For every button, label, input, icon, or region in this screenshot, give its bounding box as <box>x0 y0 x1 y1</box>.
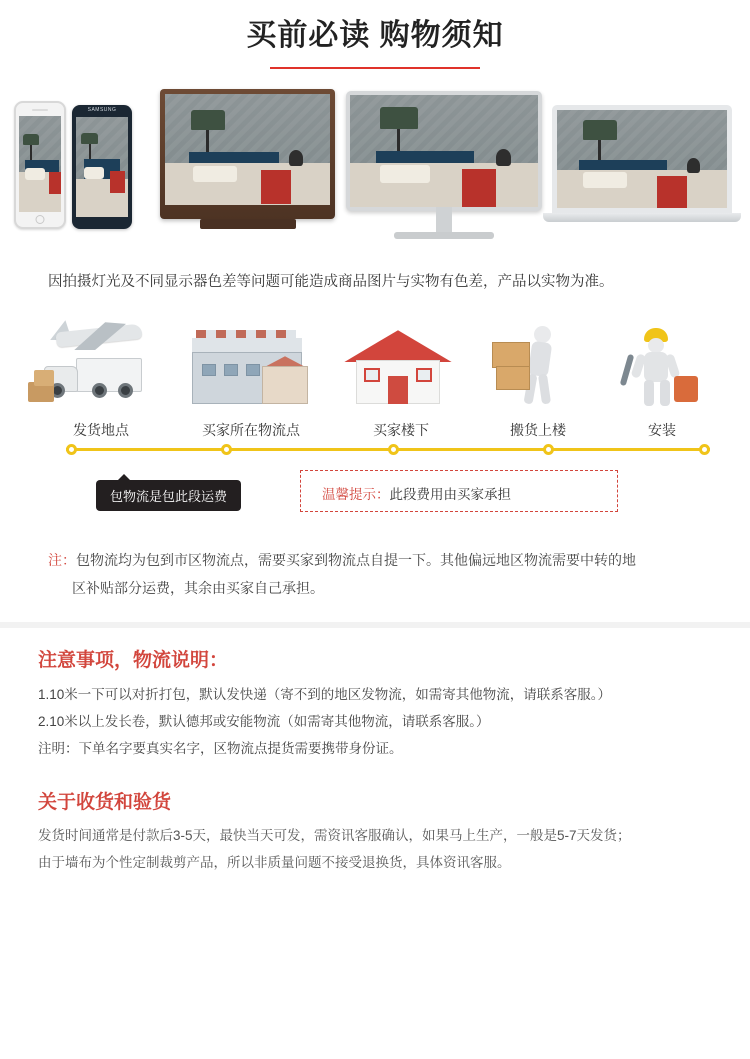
timeline-node <box>699 444 710 455</box>
lamp-shade-icon <box>23 134 39 145</box>
pillow <box>25 168 45 180</box>
samsung-brand-label: SAMSUNG <box>87 107 117 113</box>
shipping-covered-badge: 包物流是包此段运费 <box>96 480 241 511</box>
flow-step-origin <box>26 320 176 440</box>
flow-step-label: 买家楼下 <box>373 422 429 439</box>
lamp-shade-icon <box>380 107 418 129</box>
monitor-screen <box>350 95 538 207</box>
page-title: 买前必读 购物须知 <box>246 19 504 52</box>
lamp-shade-icon <box>583 120 617 140</box>
flow-step-label: 搬货上楼 <box>510 422 566 439</box>
timeline-node <box>66 444 77 455</box>
timeline-node <box>221 444 232 455</box>
cat-figure <box>687 158 700 173</box>
page-header <box>0 0 750 69</box>
flow-icon-row <box>0 320 750 440</box>
brown-tv-device <box>160 89 335 219</box>
logistics-remark <box>48 546 702 602</box>
plane-truck-icon <box>26 320 176 414</box>
flow-step-label: 安装 <box>648 422 676 439</box>
desktop-monitor-device <box>346 91 542 211</box>
iphone-white-device <box>14 101 66 229</box>
pillow <box>193 166 237 182</box>
device-showcase <box>0 87 750 245</box>
logistics-flow <box>0 320 750 530</box>
house-icon <box>326 320 476 414</box>
warehouse-icon <box>176 320 326 414</box>
buyer-cost-note <box>316 483 517 503</box>
section-receipt-body <box>38 822 712 876</box>
porter-icon <box>478 320 598 414</box>
section-logistics-title: 注意事项，物流说明： <box>38 650 229 672</box>
laptop-keyboard-deck <box>543 213 741 222</box>
flow-step-install <box>600 320 724 440</box>
remark-line-1: 包物流均为包到市区物流点，需要买家到物流点自提一下。其他偏远地区物流需要中转的地 <box>76 552 636 569</box>
laptop-screen <box>557 110 727 208</box>
receipt-line-2: 由于墙布为个性定制裁剪产品，所以非质量问题不接受退换货，具体资讯客服。 <box>38 854 511 870</box>
section-logistics <box>38 646 712 761</box>
red-cushion <box>49 172 61 194</box>
samsung-phone-device <box>72 105 132 229</box>
section-receipt <box>38 788 712 876</box>
monitor-foot <box>394 232 494 239</box>
flow-step-label: 买家所在物流点 <box>202 422 300 439</box>
red-cushion <box>462 169 496 207</box>
red-cushion <box>657 176 687 208</box>
flow-step-label: 发货地点 <box>73 422 129 439</box>
section-logistics-body <box>38 681 712 762</box>
tip-prefix: 温馨提示： <box>322 487 390 503</box>
laptop-device <box>552 105 732 213</box>
monitor-neck <box>436 207 452 233</box>
timeline-node <box>388 444 399 455</box>
bed-base <box>165 163 330 205</box>
bed-base <box>350 163 538 207</box>
samsung-screen <box>76 117 128 217</box>
flow-step-carry-upstairs <box>476 320 600 440</box>
phone-speaker <box>32 109 48 111</box>
pillow <box>380 165 430 183</box>
logistics-line-1: 1.10米一下可以对折打包，默认发快递（寄不到的地区发物流，如需寄其他物流，请联系客服。） <box>38 686 612 702</box>
red-cushion <box>261 170 291 204</box>
home-button[interactable] <box>36 215 45 224</box>
logistics-line-3: 注明：下单名字要真实名字，区物流点提货需要携带身份证。 <box>38 740 403 756</box>
tv-stand <box>200 219 296 229</box>
iphone-screen <box>19 116 61 212</box>
color-difference-note: 因拍摄灯光及不同显示器色差等问题可能造成商品图片与实物有色差，产品以实物为准。 <box>48 274 614 290</box>
cat-figure <box>289 150 303 166</box>
red-cushion <box>110 171 125 193</box>
receipt-line-1: 发货时间通常是付款后3-5天，最快当天可发，需资讯客服确认，如果马上生产，一般是5-7天发货； <box>38 827 631 843</box>
lamp-shade-icon <box>191 110 225 130</box>
remark-prefix: 注： <box>48 552 76 569</box>
lamp-shade-icon <box>81 133 98 144</box>
section-divider <box>0 622 750 628</box>
title-underline <box>270 67 480 69</box>
flow-step-logistics-point <box>176 320 326 440</box>
pillow <box>84 167 104 179</box>
tip-text: 此段费用由买家承担 <box>389 487 511 503</box>
tv-screen <box>165 94 330 205</box>
section-receipt-title: 关于收货和验货 <box>38 791 172 813</box>
flow-timeline <box>66 448 710 451</box>
cat-figure <box>496 149 511 166</box>
timeline-node <box>543 444 554 455</box>
flow-step-downstairs <box>326 320 476 440</box>
logistics-line-2: 2.10米以上发长卷，默认德邦或安能物流（如需寄其他物流，请联系客服。） <box>38 713 490 729</box>
laptop-lid <box>552 105 732 213</box>
pillow <box>583 172 627 188</box>
remark-line-2: 区补贴部分运费，其余由买家自己承担。 <box>72 580 324 597</box>
installer-icon <box>602 320 722 414</box>
